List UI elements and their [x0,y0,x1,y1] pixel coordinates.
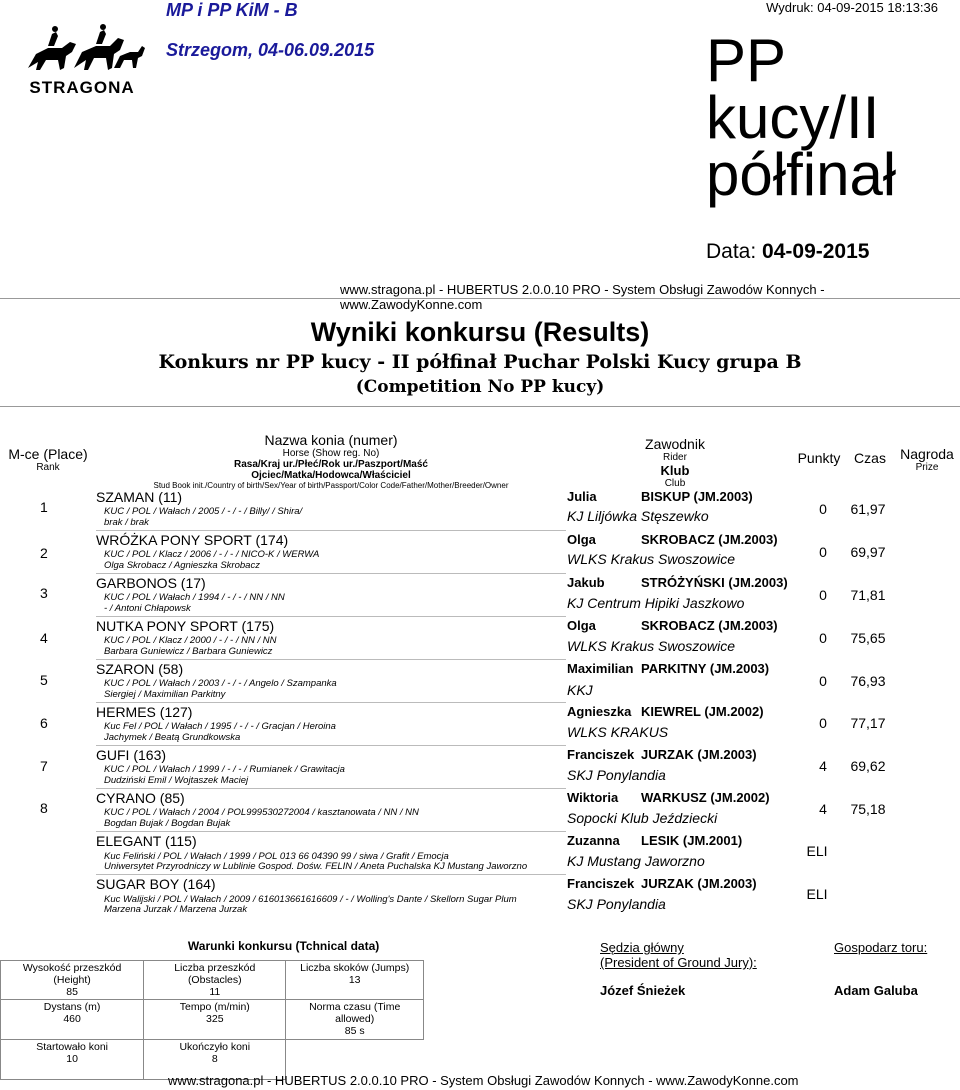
row-rider-first: Wiktoria [567,790,619,805]
competition-line: kucy/II [706,84,880,151]
row-rider-first: Franciszek [567,876,635,891]
row-horse-details: Kuc Walijski / POL / Wałach / 2009 / 616013661616609 / - / Wolling's Dante / Skellorn Sugar Plum [104,894,517,905]
header-rider: Zawodnik Rider Klub Club [645,436,705,489]
competition-date [706,240,869,264]
row-divider [96,702,566,703]
date-value: 04-09-2015 [762,240,870,263]
header-horse: Nazwa konia (numer) Horse (Show reg. No) Rasa/Kraj ur./Płeć/Rok ur./Paszport/Maść Ojciec/Matka/Hodowca/Właściciel Stud Book init./Country of birth/Sex/Year of birth/Passport/Color Code/Father/Mother/Breeder/Owner [153,432,509,490]
row-club: WLKS Krakus Swoszowice [567,551,736,567]
row-rider-last: WARKUSZ (JM.2002) [641,790,770,805]
row-divider [96,659,566,660]
condition-cell: Liczba przeszkód (Obstacles) 11 [144,960,286,999]
row-rank: 2 [40,545,48,561]
print-timestamp: Wydruk: 04-09-2015 18:13:36 [766,0,938,15]
header-time: Czas [854,450,886,466]
row-time: 69,62 [850,758,886,774]
row-horse-details: Kuc Fel / POL / Wałach / 1995 / - / - / Gracjan / Heroina [104,721,336,732]
row-divider [96,573,566,574]
row-time: 77,17 [850,715,886,731]
row-horse-details: KUC / POL / Wałach / 2003 / - / - / Angelo / Szampanka [104,678,337,689]
row-time: 75,65 [850,630,886,646]
row-club: KJ Mustang Jaworzno [567,853,705,869]
row-rider-first: Zuzanna [567,833,620,848]
row-horse-details: KUC / POL / Klacz / 2000 / - / - / NN / NN [104,635,277,646]
row-horse: ELEGANT (115) [96,833,197,849]
row-horse-details: KUC / POL / Klacz / 2006 / - / - / NICO-K / WERWA [104,549,320,560]
row-horse-details: KUC / POL / Wałach / 1994 / - / - / NN / NN [104,592,285,603]
row-rider-last: KIEWREL (JM.2002) [641,704,764,719]
row-rider-first: Franciszek [567,747,635,762]
results-subtitle: Konkurs nr PP kucy - II półfinał Puchar Polski Kucy grupa B [158,351,802,373]
row-club: KKJ [567,682,593,698]
row-horse-details: KUC / POL / Wałach / 2004 / POL999530272004 / kasztanowata / NN / NN [104,807,419,818]
row-points: 0 [819,715,827,731]
row-points: 0 [819,544,827,560]
condition-cell: Liczba skoków (Jumps) 13 [286,960,424,999]
condition-cell: Ukończyło koni 8 [144,1039,286,1079]
row-rider-last: LESIK (JM.2001) [641,833,743,848]
row-club: WLKS KRAKUS [567,724,669,740]
row-club: SKJ Ponylandia [567,896,666,912]
row-rank: 7 [40,758,48,774]
row-club: KJ Centrum Hipiki Jaszkowo [567,595,745,611]
row-rider-last: SKROBACZ (JM.2003) [641,532,778,547]
row-club: KJ Liljówka Stęszewko [567,508,709,524]
header-points: Punkty [797,450,841,466]
row-horse-owner: Marzena Jurzak / Marzena Jurzak [104,904,248,915]
row-rider-first: Jakub [567,575,605,590]
row-horse: WRÓŻKA PONY SPORT (174) [96,532,289,548]
row-horse-details: KUC / POL / Wałach / 1999 / - / - / Rumianek / Grawitacja [104,764,345,775]
row-rider-last: SKROBACZ (JM.2003) [641,618,778,633]
row-divider [96,530,566,531]
row-rider-first: Agnieszka [567,704,632,719]
row-points: ELI [806,886,828,902]
row-horse-owner: brak / brak [104,517,149,528]
row-rider-first: Olga [567,532,596,547]
row-time: 71,81 [850,587,886,603]
judge-label: Sędzia główny (President of Ground Jury): [600,940,757,970]
row-club: Sopocki Klub Jeździecki [567,810,718,826]
competition-line: PP [706,27,787,94]
row-time: 76,93 [850,673,886,689]
row-horse: HERMES (127) [96,704,193,720]
row-horse: NUTKA PONY SPORT (175) [96,618,275,634]
row-horse-owner: - / Antoni Chłapowsk [104,603,191,614]
stragona-logo [18,18,146,98]
conditions-table [0,938,424,1080]
row-divider [96,831,566,832]
row-horse-owner: Olga Skrobacz / Agnieszka Skrobacz [104,560,260,571]
row-horse: CYRANO (85) [96,790,185,806]
condition-cell: Wysokość przeszkód (Height) 85 [1,960,144,999]
row-points: 4 [819,801,827,817]
row-horse-owner: Bogdan Bujak / Bogdan Bujak [104,818,231,829]
date-label: Data: [706,240,757,263]
row-rider-first: Olga [567,618,596,633]
condition-cell: Startowało koni 10 [1,1039,144,1079]
event-place-date: Strzegom, 04-06.09.2015 [166,40,375,60]
condition-cell: Tempo (m/min) 325 [144,999,286,1039]
row-horse-details: KUC / POL / Wałach / 2005 / - / - / Billy/ / Shira/ [104,506,303,517]
row-points: 0 [819,673,827,689]
row-horse: SZAMAN (11) [96,489,183,505]
conditions-title: Warunki konkursu (Tchnical data) [144,938,424,960]
condition-cell: Norma czasu (Time allowed) 85 s [286,999,424,1039]
event-title: MP i PP KiM - B [166,0,298,20]
host-label: Gospodarz toru: [834,940,928,955]
row-points: 0 [819,630,827,646]
row-rider-first: Maximilian [567,661,634,676]
row-divider [96,745,566,746]
row-points: 0 [819,501,827,517]
row-club: WLKS Krakus Swoszowice [567,638,736,654]
row-horse-owner: Barbara Guniewicz / Barbara Guniewicz [104,646,273,657]
row-rider-last: BISKUP (JM.2003) [641,489,753,504]
results-title-box [0,298,960,407]
logo-wordmark: STRAGONA [29,78,135,97]
row-horse: GARBONOS (17) [96,575,206,591]
row-rank: 8 [40,800,48,816]
row-rank: 6 [40,715,48,731]
row-horse: SZARON (58) [96,661,184,677]
header-place: M-ce (Place) Rank [8,446,88,473]
row-rank: 4 [40,630,48,646]
row-points: ELI [806,843,828,859]
row-horse-owner: Jachymek / Beatą Grundkowska [104,732,241,743]
row-rider-last: JURZAK (JM.2003) [641,876,757,891]
row-rider-last: STRÓŻYŃSKI (JM.2003) [641,575,788,590]
row-rider-last: JURZAK (JM.2003) [641,747,757,762]
judge-name: Józef Śnieżek [600,983,686,998]
results-subtitle-en: (Competition No PP kucy) [355,377,605,397]
row-points: 4 [819,758,827,774]
row-horse-owner: Uniwersytet Przyrodniczy w Lublinie Gospod. Dośw. FELIN / Aneta Puchalska KJ Mustang Jaworzno [104,861,528,872]
results-title: Wyniki konkursu (Results) [310,317,650,347]
row-time: 61,97 [850,501,886,517]
competition-line: półfinał [706,141,897,208]
row-points: 0 [819,587,827,603]
row-rank: 3 [40,585,48,601]
row-rider-last: PARKITNY (JM.2003) [641,661,770,676]
row-horse-owner: Siergiej / Maximilian Parkitny [104,689,226,700]
row-divider [96,788,566,789]
host-name: Adam Galuba [834,983,918,998]
condition-cell: Dystans (m) 460 [1,999,144,1039]
row-horse-owner: Dudziński Emil / Wojtaszek Maciej [104,775,249,786]
software-line-top: www.stragona.pl - HUBERTUS 2.0.0.10 PRO - System Obsługi Zawodów Konnych - www.ZawodyKonne.com [340,282,825,312]
row-divider [96,616,566,617]
row-time: 75,18 [850,801,886,817]
row-horse: SUGAR BOY (164) [96,876,216,892]
row-divider [96,874,566,875]
software-line-bottom: www.stragona.pl - HUBERTUS 2.0.0.10 PRO - System Obsługi Zawodów Konnych - www.ZawodyKonne.com [168,1073,799,1088]
row-time: 69,97 [850,544,886,560]
row-rider-first: Julia [567,489,597,504]
header-prize: Nagroda Prize [900,446,954,473]
row-horse: GUFI (163) [96,747,167,763]
competition-name [706,27,946,208]
row-club: SKJ Ponylandia [567,767,666,783]
row-rank: 5 [40,672,48,688]
row-horse-details: Kuc Feliński / POL / Wałach / 1999 / POL 013 66 04390 99 / siwa / Grafit / Emocja [104,851,449,862]
row-rank: 1 [40,499,48,515]
